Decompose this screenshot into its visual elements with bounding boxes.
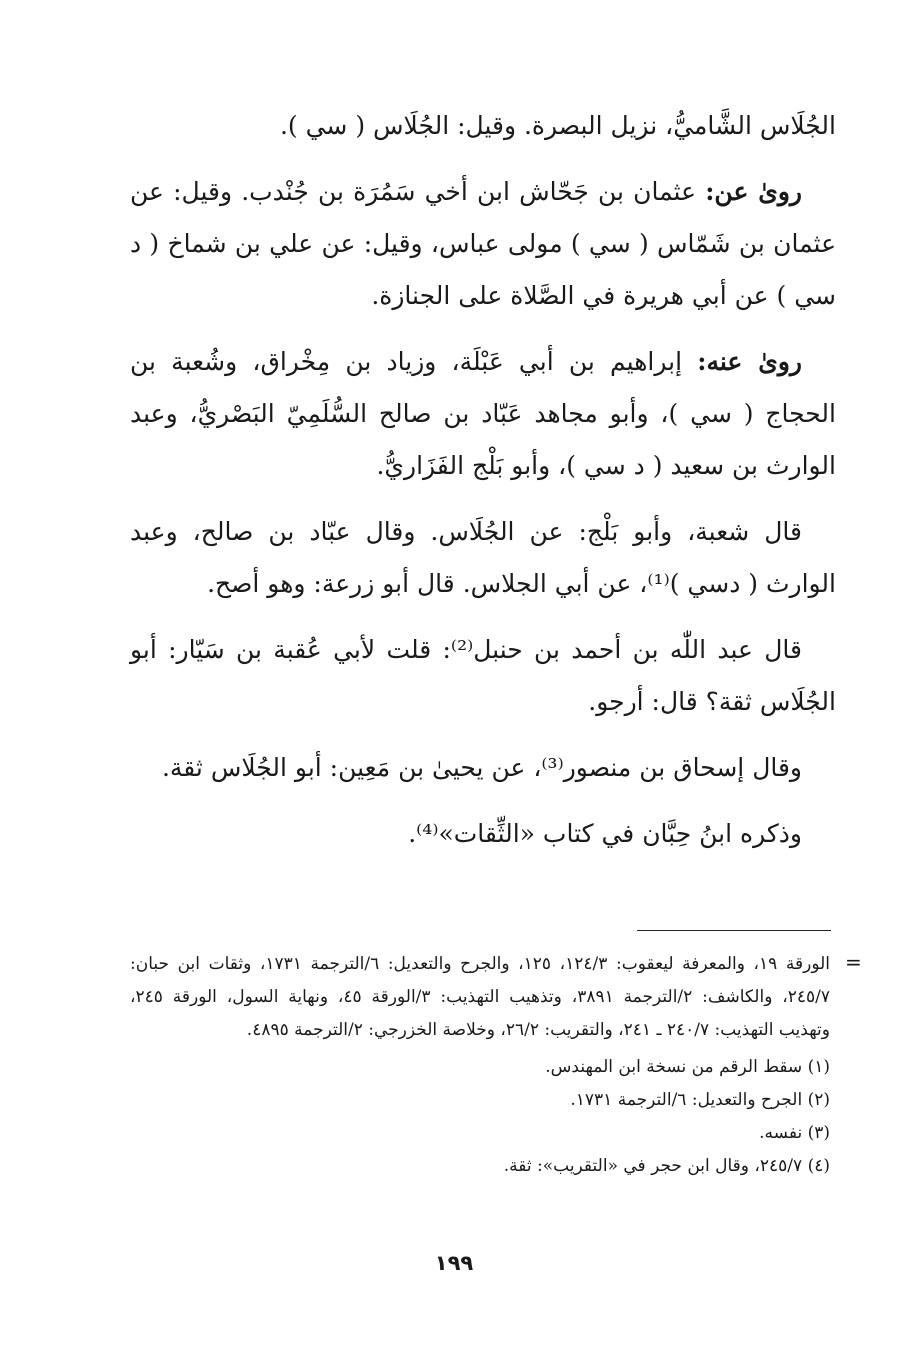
paragraph-1 — [130, 100, 836, 152]
footnote-2: (٢) الجرح والتعديل: ٦/الترجمة ١٧٣١. — [570, 1090, 830, 1110]
paragraph-narrated-from — [130, 166, 836, 322]
footnotes — [130, 948, 830, 1183]
paragraph-6 — [130, 742, 836, 794]
footnote-4: (٤) ٢٤٥/٧، وقال ابن حجر في «التقريب»: ثقة. — [503, 1156, 830, 1176]
paragraph-7 — [130, 808, 836, 860]
footnote-3: (٣) نفسه. — [759, 1123, 830, 1143]
footnote-carryover: الورقة ١٩، والمعرفة ليعقوب: ١٢٤/٣، ١٢٥، والجرح والتعديل: ٦/الترجمة ١٧٣١، وثقات ابن حبان: ٢٤٥/٧، والكاشف: ٢/الترجمة ٣٨٩١، وتذهيب التهذيب: ٣/الورقة ٤٥، ونهاية السول، الورقة ٢٤٥، وتهذيب التهذيب: ٢٤٠/٧ ـ ٢٤١، والتقريب: ٢٦/٢، وخلاصة الخزرجي: ٢/الترجمة ٤٨٩٥. — [130, 954, 831, 1040]
paragraph-5 — [130, 624, 836, 728]
footnote-separator — [637, 930, 831, 931]
footnote-continuation-mark: = — [845, 950, 862, 974]
paragraph-5-text: قال عبد اللّٰه بن أحمد بن حنبل⁽²⁾: قلت لأبي عُقبة بن سَيّار: أبو الجُلَاس ثقة؟ قال: أرجو. — [130, 635, 836, 716]
paragraph-7-text: وذكره ابنُ حِبَّان في كتاب «الثِّقات»⁽⁴⁾. — [408, 819, 802, 848]
paragraph-4 — [130, 506, 836, 610]
footnote-1: (١) سقط الرقم من نسخة ابن المهندس. — [545, 1057, 830, 1077]
narrated-from-text: عثمان بن جَحّاش ابن أخي سَمُرَة بن جُنْدب. وقيل: عن عثمان بن شَمّاس ( سي ) مولى عباس، وقيل: عن علي بن شماخ ( د سي ) عن أبي هريرة في الصَّلاة على الجنازة. — [130, 177, 836, 310]
paragraph-narrated-by — [130, 336, 836, 492]
main-text — [130, 100, 836, 874]
narrated-by-text: إبراهيم بن أبي عَبْلَة، وزياد بن مِخْراق، وشُعبة بن الحجاج ( سي )، وأبو مجاهد عَبّاد بن صالح السُّلَمِيّ البَصْريُّ، وعبد الوارث بن سعيد ( د سي )، وأبو بَلْج الفَزَاريُّ. — [130, 347, 836, 480]
narrated-from-heading: روىٰ عن: — [705, 177, 802, 206]
narrated-by-heading: روىٰ عنه: — [697, 347, 802, 376]
page-number: ١٩٩ — [434, 1251, 474, 1275]
paragraph-6-text: وقال إسحاق بن منصور⁽³⁾، عن يحيىٰ بن مَعِين: أبو الجُلَاس ثقة. — [161, 753, 802, 782]
paragraph-1-text: الجُلَاس الشَّاميُّ، نزيل البصرة. وقيل: الجُلَاس ( سي ). — [279, 111, 836, 140]
paragraph-4-text: قال شعبة، وأبو بَلْج: عن الجُلَاس. وقال عبّاد بن صالح، وعبد الوارث ( دسي )⁽¹⁾، عن أبي الجلاس. قال أبو زرعة: وهو أصح. — [130, 517, 836, 598]
